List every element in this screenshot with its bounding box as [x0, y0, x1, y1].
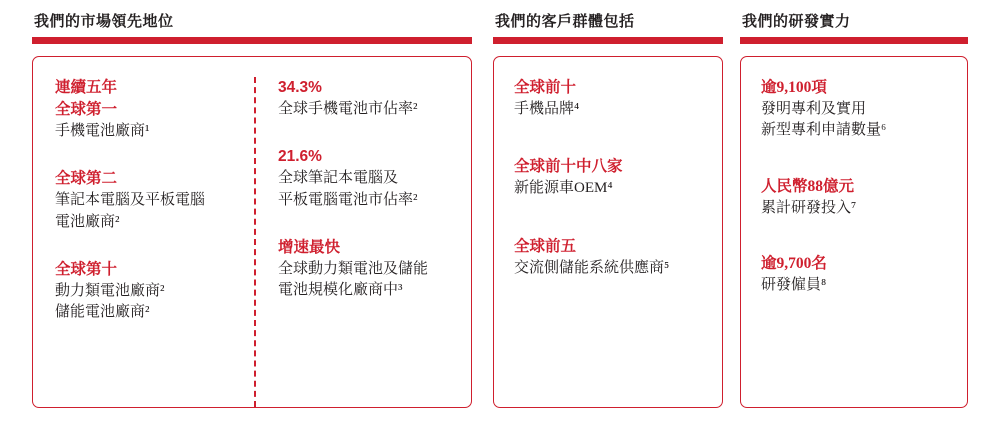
stat-highlight: 34.3%	[277, 79, 322, 96]
stat-highlight: 連續五年	[55, 79, 118, 96]
stat-block	[761, 253, 951, 296]
stat-block	[55, 168, 238, 233]
market-column-rankings	[33, 77, 254, 407]
stat-description: 全球動力類電池及儲能	[277, 260, 428, 277]
panel-customer-base	[493, 10, 723, 408]
stat-highlight: 全球第十	[55, 260, 118, 278]
stat-block	[761, 77, 951, 142]
stat-description: 新能源車OEM⁴	[514, 180, 613, 197]
stat-highlight: 全球前十中八家	[514, 158, 623, 176]
stat-block	[514, 77, 704, 120]
panel-market-position	[32, 10, 472, 408]
panel-title-market: 我們的市場領先地位	[34, 13, 174, 30]
stat-description: 筆記本電腦及平板電腦	[55, 192, 206, 209]
stat-highlight: 全球前十	[514, 79, 577, 96]
stat-highlight: 人民幣88億元	[761, 177, 855, 195]
title-rule-customers	[493, 37, 723, 44]
stat-highlight: 逾9,100項	[761, 79, 827, 96]
stat-highlight: 逾9,700名	[761, 254, 827, 272]
stat-highlight: 21.6%	[277, 148, 322, 166]
stat-description: 全球手機電池市佔率²	[277, 101, 418, 117]
stat-description: 研發僱員⁸	[761, 276, 827, 293]
card-customers	[493, 56, 723, 408]
panel-title-rnd: 我們的研發實力	[742, 13, 851, 30]
stat-description: 發明專利及實用	[761, 101, 867, 117]
stat-block	[55, 77, 238, 142]
stat-description: 儲能電池廠商²	[55, 304, 150, 321]
stat-description: 全球筆記本電腦及	[277, 170, 398, 187]
stat-block	[278, 146, 455, 211]
stat-highlight: 增速最快	[277, 238, 340, 256]
card-market	[32, 56, 472, 408]
card-rnd	[740, 56, 968, 408]
market-column-shares	[254, 77, 471, 407]
stat-highlight: 全球第一	[55, 101, 118, 118]
stat-block	[514, 236, 704, 279]
stat-description: 手機品牌⁴	[514, 101, 580, 117]
stat-description: 電池規模化廠商中³	[277, 282, 403, 299]
stat-block	[761, 176, 951, 219]
stat-block	[55, 259, 238, 324]
stat-description: 電池廠商²	[55, 213, 120, 230]
title-rule-rnd	[740, 37, 968, 44]
title-rule-market	[32, 37, 472, 44]
stat-block	[514, 156, 704, 199]
stat-block	[278, 237, 455, 302]
stat-description: 新型專利申請數量⁶	[761, 122, 887, 139]
stat-highlight: 全球第二	[55, 170, 118, 188]
stat-description: 累計研發投入⁷	[761, 199, 857, 216]
panel-title-customers: 我們的客戶群體包括	[495, 13, 635, 30]
stat-description: 動力類電池廠商²	[55, 282, 165, 299]
stat-block	[278, 77, 455, 120]
stat-description: 平板電腦電池市佔率²	[277, 191, 418, 208]
stat-highlight: 全球前五	[514, 237, 577, 255]
stat-description: 交流側儲能系統供應商⁵	[514, 259, 670, 276]
panel-rnd-capability	[740, 10, 968, 408]
stat-description: 手機電池廠商¹	[55, 123, 150, 139]
